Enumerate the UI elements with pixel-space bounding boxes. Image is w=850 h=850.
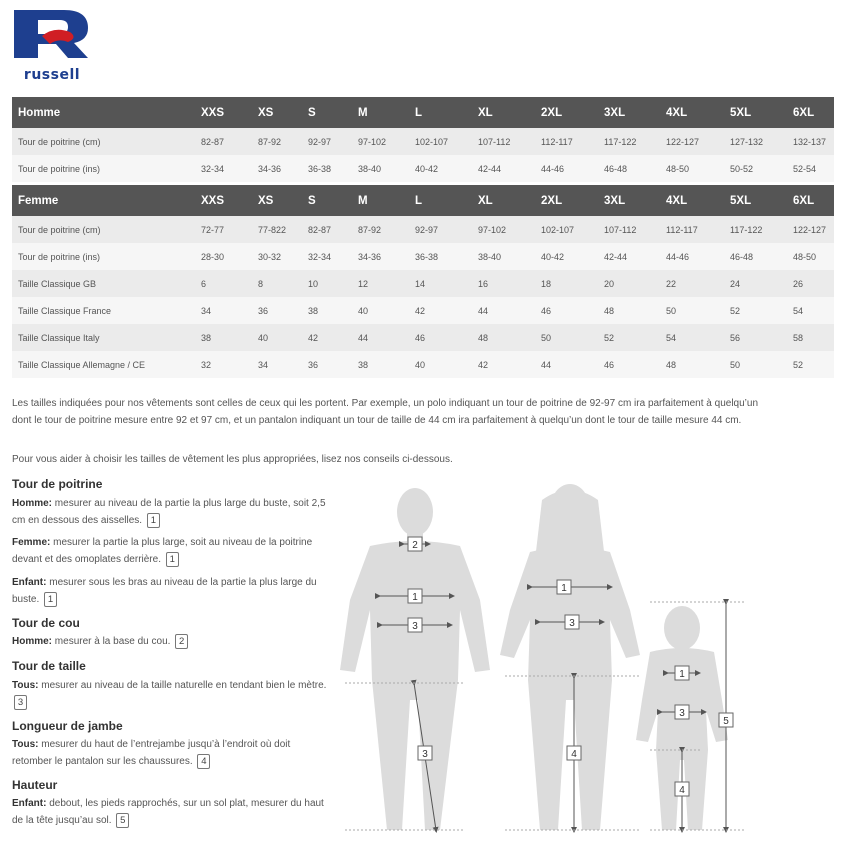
section-hauteur: Hauteur <box>12 778 58 792</box>
table-cell: 42-44 <box>472 155 535 182</box>
measure-number: 2 <box>175 634 188 649</box>
table-cell: 22 <box>660 270 724 297</box>
table-cell: XL <box>472 97 535 128</box>
badge-child-leg <box>675 782 689 796</box>
header-row-femme <box>12 185 834 216</box>
table-row <box>12 155 834 182</box>
table-cell: 10 <box>302 270 352 297</box>
table-cell: 3XL <box>598 97 660 128</box>
table-cell: 46 <box>409 324 472 351</box>
brand-name: russell <box>23 67 81 83</box>
intro-paragraph: Les tailles indiquées pour nos vêtements sont celles de ceux qui les portent. Par exemple, un polo indiquant un tour de poitrine de 92-97 cm ira parfaitement à quelqu’un dont le tour de poitrine mesure entre 92 et 97 cm, et un pantalon indiquant un tour de taille de 44 cm ira parfaitement à quelqu’un dont le tour de taille mesure 44 cm. <box>12 398 759 426</box>
row-label: Tour de poitrine (ins) <box>12 155 195 182</box>
table-cell: L <box>409 185 472 216</box>
table-cell: 2XL <box>535 97 598 128</box>
table-cell: 36-38 <box>302 155 352 182</box>
table-cell: 40 <box>409 351 472 378</box>
table-cell: 50 <box>724 351 787 378</box>
table-cell: 44 <box>472 297 535 324</box>
tip-label: Homme: <box>12 498 53 509</box>
table-cell: 54 <box>787 297 834 324</box>
table-cell: 48 <box>660 351 724 378</box>
advice-paragraph: Pour vous aider à choisir les tailles de vêtement les plus appropriées, lisez nos conseils ci-dessous. <box>12 454 453 465</box>
table-cell: 18 <box>535 270 598 297</box>
table-cell: 40 <box>252 324 302 351</box>
table-cell: M <box>352 185 409 216</box>
badge-woman-chest <box>557 580 571 594</box>
table-cell: 50 <box>535 324 598 351</box>
table-cell: XS <box>252 185 302 216</box>
row-label: Taille Classique Allemagne / CE <box>12 351 195 378</box>
table-cell: 42-44 <box>598 243 660 270</box>
table-cell: 38 <box>302 297 352 324</box>
tip-label: Homme: <box>12 636 53 648</box>
badge-man-leg <box>418 746 432 760</box>
table-cell: 52 <box>598 324 660 351</box>
table-cell: 46-48 <box>724 243 787 270</box>
table-cell: 48-50 <box>660 155 724 182</box>
measure-number: 1 <box>166 552 179 567</box>
table-cell: L <box>409 97 472 128</box>
measure-number: 5 <box>116 813 129 828</box>
badge-woman-waist <box>565 615 579 629</box>
tip-poitrine-enfant <box>12 575 332 608</box>
table-row <box>12 216 834 243</box>
table-cell: 48-50 <box>787 243 834 270</box>
tip-label: Tous: <box>12 739 39 750</box>
table-cell: 58 <box>787 324 834 351</box>
table-row <box>12 270 834 297</box>
table-cell: 36 <box>302 351 352 378</box>
measure-number: 4 <box>197 754 210 769</box>
table-cell: 44 <box>535 351 598 378</box>
tip-label: Femme: <box>12 537 51 548</box>
table-cell: 42 <box>409 297 472 324</box>
table-cell: 107-112 <box>598 216 660 243</box>
svg-text:5: 5 <box>723 716 729 727</box>
row-label: Taille Classique GB <box>12 270 195 297</box>
table-cell: XXS <box>195 97 252 128</box>
table-cell: XS <box>252 97 302 128</box>
measure-number: 3 <box>14 695 27 710</box>
badge-child-waist <box>675 705 689 719</box>
table-cell: 112-117 <box>535 128 598 155</box>
table-cell: 50-52 <box>724 155 787 182</box>
table-cell: 36 <box>252 297 302 324</box>
measurement-figure <box>330 480 850 850</box>
table-cell: 87-92 <box>252 128 302 155</box>
size-table <box>12 97 834 378</box>
table-cell: 46 <box>535 297 598 324</box>
row-label: Taille Classique France <box>12 297 195 324</box>
tip-poitrine-femme <box>12 535 332 568</box>
measure-number: 1 <box>44 592 57 607</box>
badge-man-neck <box>408 537 422 551</box>
table-cell: 32 <box>195 351 252 378</box>
table-cell: 112-117 <box>660 216 724 243</box>
row-label: Tour de poitrine (ins) <box>12 243 195 270</box>
svg-text:4: 4 <box>679 785 685 796</box>
table-cell: S <box>302 185 352 216</box>
table-cell: 30-32 <box>252 243 302 270</box>
badge-woman-leg <box>567 746 581 760</box>
table-cell: 72-77 <box>195 216 252 243</box>
section-tour-de-poitrine: Tour de poitrine <box>12 477 103 491</box>
table-cell: 117-122 <box>598 128 660 155</box>
table-row <box>12 297 834 324</box>
table-cell: 92-97 <box>409 216 472 243</box>
tip-hauteur <box>12 796 332 829</box>
table-cell: 20 <box>598 270 660 297</box>
table-cell: 54 <box>660 324 724 351</box>
russell-logo <box>12 8 92 83</box>
table-cell: 16 <box>472 270 535 297</box>
table-cell: 28-30 <box>195 243 252 270</box>
table-cell: 26 <box>787 270 834 297</box>
tip-text: mesurer au niveau de la taille naturelle en tendant bien le mètre. <box>41 680 327 691</box>
svg-text:1: 1 <box>561 583 567 594</box>
table-row <box>12 243 834 270</box>
table-cell: 32-34 <box>302 243 352 270</box>
tip-taille <box>12 678 332 711</box>
table-row <box>12 351 834 378</box>
table-cell: 44-46 <box>660 243 724 270</box>
table-cell: 34-36 <box>252 155 302 182</box>
table-cell: XL <box>472 185 535 216</box>
table-cell: 97-102 <box>472 216 535 243</box>
svg-text:1: 1 <box>679 669 685 680</box>
svg-text:3: 3 <box>679 708 685 719</box>
table-cell: 14 <box>409 270 472 297</box>
badge-child-height <box>719 713 733 727</box>
table-cell: 52 <box>724 297 787 324</box>
tip-text: debout, les pieds rapprochés, sur un sol plat, mesurer du haut de la tête jusqu’au sol. <box>12 798 324 826</box>
table-cell: 82-87 <box>195 128 252 155</box>
table-cell: 52 <box>787 351 834 378</box>
table-cell: 38 <box>352 351 409 378</box>
table-cell: 6 <box>195 270 252 297</box>
row-label: Femme <box>12 185 195 216</box>
table-cell: 32-34 <box>195 155 252 182</box>
svg-text:2: 2 <box>412 540 418 551</box>
table-cell: 34 <box>195 297 252 324</box>
table-cell: 5XL <box>724 185 787 216</box>
svg-text:3: 3 <box>422 749 428 760</box>
table-cell: M <box>352 97 409 128</box>
tip-poitrine-homme <box>12 496 332 529</box>
table-cell: 102-107 <box>535 216 598 243</box>
table-cell: 44-46 <box>535 155 598 182</box>
table-cell: 122-127 <box>787 216 834 243</box>
table-cell: 6XL <box>787 97 834 128</box>
table-cell: 102-107 <box>409 128 472 155</box>
row-label: Taille Classique Italy <box>12 324 195 351</box>
table-cell: 2XL <box>535 185 598 216</box>
table-cell: 92-97 <box>302 128 352 155</box>
tip-cou <box>12 634 332 651</box>
table-cell: 6XL <box>787 185 834 216</box>
table-cell: 132-137 <box>787 128 834 155</box>
table-cell: 44 <box>352 324 409 351</box>
table-cell: 12 <box>352 270 409 297</box>
tip-label: Enfant: <box>12 798 47 809</box>
measure-number: 1 <box>147 513 160 528</box>
table-cell: 52-54 <box>787 155 834 182</box>
row-label: Tour de poitrine (cm) <box>12 128 195 155</box>
badge-man-chest <box>408 589 422 603</box>
table-cell: 4XL <box>660 185 724 216</box>
woman-silhouette <box>500 484 640 830</box>
table-cell: 34 <box>252 351 302 378</box>
svg-text:3: 3 <box>569 618 575 629</box>
table-cell: 117-122 <box>724 216 787 243</box>
tip-text: mesurer du haut de l’entrejambe jusqu’à l’endroit où doit retomber le pantalon sur les chaussures. <box>12 739 291 767</box>
table-cell: 38-40 <box>472 243 535 270</box>
table-cell: 77-822 <box>252 216 302 243</box>
table-cell: 127-132 <box>724 128 787 155</box>
tip-text: mesurer sous les bras au niveau de la partie la plus large du buste. <box>12 577 317 605</box>
table-cell: XXS <box>195 185 252 216</box>
table-row <box>12 324 834 351</box>
table-cell: 40-42 <box>409 155 472 182</box>
svg-text:4: 4 <box>571 749 577 760</box>
table-cell: 42 <box>302 324 352 351</box>
table-cell: 46-48 <box>598 155 660 182</box>
tip-text: mesurer la partie la plus large, soit au niveau de la poitrine devant et des omoplates derrière. <box>12 537 313 565</box>
table-cell: 38 <box>195 324 252 351</box>
section-tour-de-taille: Tour de taille <box>12 659 86 673</box>
table-cell: 40 <box>352 297 409 324</box>
table-cell: 24 <box>724 270 787 297</box>
table-cell: 34-36 <box>352 243 409 270</box>
table-cell: 122-127 <box>660 128 724 155</box>
tip-label: Enfant: <box>12 577 47 588</box>
svg-text:3: 3 <box>412 621 418 632</box>
table-cell: 40-42 <box>535 243 598 270</box>
table-cell: 50 <box>660 297 724 324</box>
russell-logo-icon <box>12 8 90 60</box>
table-cell: 5XL <box>724 97 787 128</box>
table-cell: 38-40 <box>352 155 409 182</box>
row-label: Tour de poitrine (cm) <box>12 216 195 243</box>
section-tour-de-cou: Tour de cou <box>12 616 80 630</box>
table-cell: 87-92 <box>352 216 409 243</box>
table-cell: 97-102 <box>352 128 409 155</box>
table-cell: 48 <box>598 297 660 324</box>
section-longueur-de-jambe: Longueur de jambe <box>12 719 123 733</box>
table-cell: 8 <box>252 270 302 297</box>
table-cell: 4XL <box>660 97 724 128</box>
tip-jambe <box>12 737 332 770</box>
table-row <box>12 128 834 155</box>
table-cell: 107-112 <box>472 128 535 155</box>
row-label: Homme <box>12 97 195 128</box>
table-cell: 82-87 <box>302 216 352 243</box>
tip-text: mesurer au niveau de la partie la plus large du buste, soit 2,5 cm en dessous des aisselles. <box>12 498 326 526</box>
tip-label: Tous: <box>12 680 39 691</box>
svg-text:1: 1 <box>412 592 418 603</box>
table-cell: 42 <box>472 351 535 378</box>
table-cell: 48 <box>472 324 535 351</box>
table-cell: S <box>302 97 352 128</box>
table-cell: 36-38 <box>409 243 472 270</box>
header-row-homme <box>12 97 834 128</box>
table-cell: 46 <box>598 351 660 378</box>
table-cell: 56 <box>724 324 787 351</box>
tip-text: mesurer à la base du cou. <box>54 636 171 648</box>
badge-man-waist <box>408 618 422 632</box>
badge-child-chest <box>675 666 689 680</box>
table-cell: 3XL <box>598 185 660 216</box>
